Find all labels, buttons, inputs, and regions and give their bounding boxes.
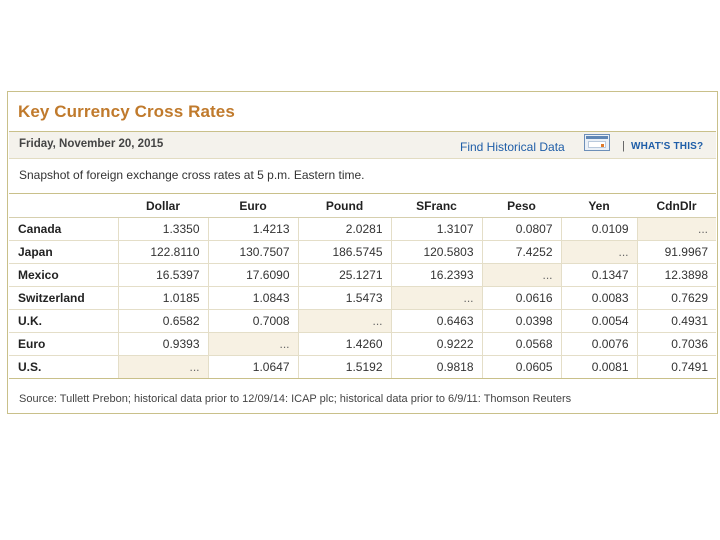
rate-cell: 120.5803: [391, 241, 482, 264]
column-header-euro: Euro: [208, 194, 298, 218]
date-bar: [9, 131, 716, 159]
date-label: Friday, November 20, 2015: [19, 138, 164, 150]
rate-cell: 0.7491: [637, 356, 716, 379]
rate-cell: 0.9222: [391, 333, 482, 356]
calendar-icon[interactable]: [584, 134, 610, 151]
rate-cell: 2.0281: [298, 218, 391, 241]
table-row: [9, 218, 716, 241]
rate-cell: 25.1271: [298, 264, 391, 287]
find-historical-data-link[interactable]: Find Historical Data: [460, 140, 565, 154]
rate-cell: 0.6463: [391, 310, 482, 333]
rate-cell: 0.4931: [637, 310, 716, 333]
rate-cell: 1.0647: [208, 356, 298, 379]
rate-cell: 1.0843: [208, 287, 298, 310]
column-header-peso: Peso: [482, 194, 561, 218]
rate-cell: 186.5745: [298, 241, 391, 264]
panel-title: Key Currency Cross Rates: [18, 102, 235, 121]
link-separator: |: [622, 140, 625, 152]
row-country: Canada: [9, 218, 118, 241]
row-country: Japan: [9, 241, 118, 264]
rate-cell: 0.0605: [482, 356, 561, 379]
rate-cell: 1.5192: [298, 356, 391, 379]
rate-cell: 12.3898: [637, 264, 716, 287]
rate-cell: 0.0109: [561, 218, 637, 241]
rate-cell: 0.6582: [118, 310, 208, 333]
rate-cell: 0.0568: [482, 333, 561, 356]
cross-rates-table: [9, 194, 716, 379]
rate-cell: 122.8110: [118, 241, 208, 264]
row-country: Switzerland: [9, 287, 118, 310]
table-row: [9, 356, 716, 379]
rate-cell-self: ...: [298, 310, 391, 333]
rate-cell: 0.0398: [482, 310, 561, 333]
column-header-pound: Pound: [298, 194, 391, 218]
rate-cell: 1.3107: [391, 218, 482, 241]
rate-cell: 1.0185: [118, 287, 208, 310]
rate-cell: 0.0076: [561, 333, 637, 356]
cross-rates-panel: [7, 91, 718, 414]
rate-cell: 0.7008: [208, 310, 298, 333]
column-header-yen: Yen: [561, 194, 637, 218]
rate-cell: 130.7507: [208, 241, 298, 264]
rate-cell: 0.0054: [561, 310, 637, 333]
column-header-cdndlr: CdnDlr: [637, 194, 716, 218]
column-header-dollar: Dollar: [118, 194, 208, 218]
rate-cell: 1.4213: [208, 218, 298, 241]
rate-cell: 16.2393: [391, 264, 482, 287]
snapshot-description: Snapshot of foreign exchange cross rates at 5 p.m. Eastern time.: [19, 168, 365, 182]
rate-cell: 0.0807: [482, 218, 561, 241]
rate-cell: 1.5473: [298, 287, 391, 310]
rate-cell: 0.1347: [561, 264, 637, 287]
rate-cell: 91.9967: [637, 241, 716, 264]
rate-cell: 1.3350: [118, 218, 208, 241]
rate-cell: 0.9818: [391, 356, 482, 379]
table-row: [9, 241, 716, 264]
row-country: U.S.: [9, 356, 118, 379]
source-note: Source: Tullett Prebon; historical data prior to 12/09/14: ICAP plc; historical data prior to 6/9/11: Thomson Reuters: [19, 393, 572, 405]
rate-cell: 17.6090: [208, 264, 298, 287]
rate-cell: 0.0616: [482, 287, 561, 310]
rate-cell-self: ...: [118, 356, 208, 379]
rate-cell: 0.9393: [118, 333, 208, 356]
table-row: [9, 310, 716, 333]
column-header-sfranc: SFranc: [391, 194, 482, 218]
rates-table-wrapper: [9, 193, 716, 379]
column-header: [9, 194, 118, 218]
rate-cell-self: ...: [637, 218, 716, 241]
rate-cell: 7.4252: [482, 241, 561, 264]
row-country: Mexico: [9, 264, 118, 287]
table-row: [9, 264, 716, 287]
calendar-header-bar: [586, 136, 608, 139]
calendar-day-marker: [601, 144, 604, 147]
table-header-row: [9, 194, 716, 218]
rate-cell: 0.7036: [637, 333, 716, 356]
rate-cell-self: ...: [482, 264, 561, 287]
rate-cell: 0.7629: [637, 287, 716, 310]
row-country: U.K.: [9, 310, 118, 333]
rate-cell: 16.5397: [118, 264, 208, 287]
whats-this-link[interactable]: WHAT'S THIS?: [631, 141, 704, 152]
rate-cell-self: ...: [208, 333, 298, 356]
rate-cell: 1.4260: [298, 333, 391, 356]
rate-cell-self: ...: [391, 287, 482, 310]
rate-cell: 0.0081: [561, 356, 637, 379]
row-country: Euro: [9, 333, 118, 356]
rate-cell-self: ...: [561, 241, 637, 264]
table-row: [9, 287, 716, 310]
rate-cell: 0.0083: [561, 287, 637, 310]
table-row: [9, 333, 716, 356]
